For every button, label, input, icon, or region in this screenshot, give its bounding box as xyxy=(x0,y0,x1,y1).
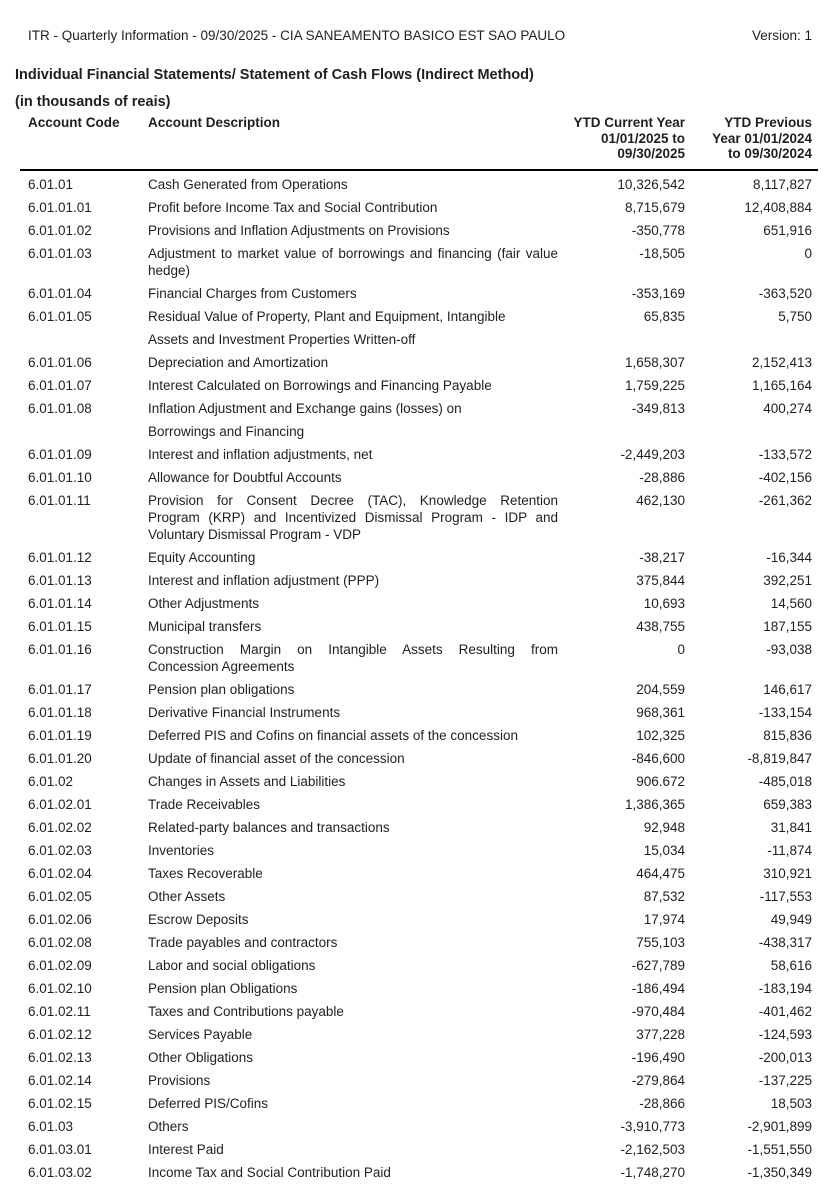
table-row xyxy=(20,569,818,592)
ytd-current-cell: 1,386,365 xyxy=(624,796,685,812)
account-code-cell: 6.01.01.04 xyxy=(28,285,92,301)
ytd-current-cell: 87,532 xyxy=(643,888,685,904)
column-header-account-code: Account Code xyxy=(20,115,148,170)
account-code-cell: 6.01.03 xyxy=(28,1118,74,1134)
table-row xyxy=(20,862,818,885)
account-description-cell xyxy=(148,1138,558,1161)
account-description-cell xyxy=(148,839,558,862)
table-row xyxy=(20,954,818,977)
account-description-cell xyxy=(148,170,558,196)
ytd-previous-cell: -137,225 xyxy=(758,1072,812,1088)
account-description-cell xyxy=(148,592,558,615)
description-line: Labor and social obligations xyxy=(148,957,316,973)
statement-title: Individual Financial Statements/ Statement of Cash Flows (Indirect Method) xyxy=(15,67,534,83)
ytd-previous-cell: -363,520 xyxy=(758,285,812,301)
description-line: Pension plan obligations xyxy=(148,681,295,697)
description-line: Services Payable xyxy=(148,1026,253,1042)
ytd-previous-cell: -401,462 xyxy=(758,1003,812,1019)
description-line: Interest Calculated on Borrowings and Financing Payable xyxy=(148,377,492,393)
description-line: Trade Receivables xyxy=(148,796,261,812)
account-description-cell xyxy=(148,638,558,678)
ytd-previous-line3: to 09/30/2024 xyxy=(727,146,812,161)
description-line: Inflation Adjustment and Exchange gains (losses) on xyxy=(148,400,462,416)
account-code-cell: 6.01.02.14 xyxy=(28,1072,92,1088)
report-header xyxy=(28,28,812,44)
table-row xyxy=(20,701,818,724)
ytd-current-cell: 755,103 xyxy=(636,934,685,950)
account-description-cell xyxy=(148,1023,558,1046)
ytd-current-cell: 15,034 xyxy=(643,842,685,858)
ytd-current-cell: -350,778 xyxy=(631,222,685,238)
account-code-cell: 6.01.02.08 xyxy=(28,934,92,950)
description-line: Depreciation and Amortization xyxy=(148,354,329,370)
report-version: Version: 1 xyxy=(751,28,812,43)
account-code-cell: 6.01.01.06 xyxy=(28,354,92,370)
description-line: Voluntary Dismissal Program - VDP xyxy=(148,526,362,542)
table-row xyxy=(20,793,818,816)
ytd-previous-cell: 18,503 xyxy=(770,1095,812,1111)
account-description-cell xyxy=(148,862,558,885)
account-code-cell: 6.01.02.13 xyxy=(28,1049,92,1065)
column-header-ytd-current xyxy=(558,115,685,170)
ytd-current-cell: 1,658,307 xyxy=(624,354,685,370)
table-row xyxy=(20,1046,818,1069)
table-row xyxy=(20,885,818,908)
ytd-previous-cell: -2,901,899 xyxy=(747,1118,812,1134)
account-description-cell xyxy=(148,242,558,282)
description-line: Derivative Financial Instruments xyxy=(148,704,341,720)
ytd-previous-line1: YTD Previous xyxy=(724,115,812,130)
account-description-cell xyxy=(148,374,558,397)
ytd-current-cell: -846,600 xyxy=(631,750,685,766)
ytd-previous-cell: 1,165,164 xyxy=(751,377,812,393)
cash-flow-table xyxy=(20,115,818,1184)
ytd-current-line2: 01/01/2025 to xyxy=(600,130,685,146)
ytd-previous-cell: -93,038 xyxy=(766,641,812,657)
description-line: Cash Generated from Operations xyxy=(148,176,348,192)
ytd-previous-cell: 659,383 xyxy=(763,796,812,812)
description-line: Changes in Assets and Liabilities xyxy=(148,773,346,789)
ytd-previous-cell: -133,154 xyxy=(758,704,812,720)
account-description-cell xyxy=(148,196,558,219)
account-code-cell: 6.01.01.12 xyxy=(28,549,92,565)
description-line: Pension plan Obligations xyxy=(148,980,298,996)
ytd-current-line1: YTD Current Year xyxy=(573,115,685,130)
description-line: Other Adjustments xyxy=(148,595,260,611)
column-header-account-description: Account Description xyxy=(148,115,558,170)
ytd-previous-cell: -261,362 xyxy=(758,492,812,508)
description-line: Deferred PIS and Cofins on financial assets of the concession xyxy=(148,727,518,743)
ytd-current-cell: 10,326,542 xyxy=(617,176,685,192)
table-row xyxy=(20,1023,818,1046)
ytd-current-cell: 204,559 xyxy=(636,681,685,697)
ytd-current-cell: 65,835 xyxy=(643,308,685,324)
ytd-previous-cell: 651,916 xyxy=(763,222,812,238)
ytd-previous-cell: -117,553 xyxy=(759,888,812,904)
ytd-previous-cell: 49,949 xyxy=(770,911,812,927)
account-description-cell xyxy=(148,1115,558,1138)
ytd-previous-cell: 14,560 xyxy=(770,595,812,611)
account-description-cell xyxy=(148,443,558,466)
ytd-previous-cell: -183,194 xyxy=(758,980,812,996)
table-header xyxy=(20,115,818,170)
table-row xyxy=(20,282,818,305)
ytd-previous-cell: 58,616 xyxy=(770,957,812,973)
account-code-cell: 6.01.03.02 xyxy=(28,1164,92,1180)
ytd-current-cell: 8,715,679 xyxy=(624,199,685,215)
ytd-current-cell: -353,169 xyxy=(631,285,685,301)
description-line: Provisions and Inflation Adjustments on Provisions xyxy=(148,222,450,238)
description-line: Taxes Recoverable xyxy=(148,865,263,881)
table-row xyxy=(20,592,818,615)
ytd-previous-cell: -402,156 xyxy=(758,469,812,485)
description-line: Others xyxy=(148,1118,189,1134)
table-row xyxy=(20,489,818,546)
account-description-cell xyxy=(148,219,558,242)
account-code-cell: 6.01.01.02 xyxy=(28,222,92,238)
ytd-previous-cell: -133,572 xyxy=(758,446,812,462)
account-code-cell: 6.01.01.15 xyxy=(28,618,92,634)
account-code-cell: 6.01.02.12 xyxy=(28,1026,92,1042)
ytd-previous-cell: -124,593 xyxy=(758,1026,812,1042)
account-code-cell: 6.01.01 xyxy=(28,176,74,192)
ytd-previous-cell: 400,274 xyxy=(763,400,812,416)
account-code-cell: 6.01.02.05 xyxy=(28,888,92,904)
column-header-ytd-previous xyxy=(685,115,818,170)
account-description-cell xyxy=(148,397,558,443)
ytd-current-cell: 0 xyxy=(677,641,685,657)
table-row xyxy=(20,1161,818,1184)
account-description-cell xyxy=(148,793,558,816)
account-code-cell: 6.01.01.18 xyxy=(28,704,92,720)
account-description-cell xyxy=(148,747,558,770)
account-code-cell: 6.01.02.04 xyxy=(28,865,92,881)
account-description-cell xyxy=(148,816,558,839)
description-continuation-line: Assets and Investment Properties Written-off xyxy=(148,331,416,347)
account-description-cell xyxy=(148,701,558,724)
account-code-cell: 6.01.02.09 xyxy=(28,957,92,973)
description-line: Income Tax and Social Contribution Paid xyxy=(148,1164,391,1180)
ytd-current-cell: -627,789 xyxy=(631,957,685,973)
ytd-current-cell: -970,484 xyxy=(631,1003,685,1019)
account-description-cell xyxy=(148,1092,558,1115)
account-code-cell: 6.01.02.11 xyxy=(28,1003,91,1019)
description-line: Interest Paid xyxy=(148,1141,224,1157)
description-line: Financial Charges from Customers xyxy=(148,285,357,301)
account-description-cell xyxy=(148,885,558,908)
table-row xyxy=(20,219,818,242)
account-description-cell xyxy=(148,954,558,977)
account-code-cell: 6.01.01.08 xyxy=(28,400,92,416)
account-description-cell xyxy=(148,546,558,569)
statement-unit-note: (in thousands of reais) xyxy=(15,94,171,110)
account-code-cell: 6.01.01.13 xyxy=(28,572,92,588)
ytd-current-cell: 968,361 xyxy=(636,704,685,720)
ytd-current-cell: 464,475 xyxy=(636,865,685,881)
ytd-current-cell: 438,755 xyxy=(636,618,685,634)
ytd-current-cell: -38,217 xyxy=(639,549,685,565)
ytd-previous-cell: -438,317 xyxy=(758,934,812,950)
account-description-cell xyxy=(148,466,558,489)
ytd-previous-cell: -200,013 xyxy=(758,1049,812,1065)
ytd-previous-cell: 187,155 xyxy=(763,618,812,634)
description-line: Profit before Income Tax and Social Contribution xyxy=(148,199,438,215)
ytd-previous-cell: 310,921 xyxy=(763,865,812,881)
description-line: Taxes and Contributions payable xyxy=(148,1003,344,1019)
ytd-current-cell: 102,325 xyxy=(636,727,685,743)
ytd-current-cell: -186,494 xyxy=(631,980,685,996)
table-body xyxy=(20,170,818,1184)
description-line: Adjustment to market value of borrowings and financing (fair value xyxy=(148,245,558,261)
description-line: Municipal transfers xyxy=(148,618,262,634)
report-title: ITR - Quarterly Information - 09/30/2025 - CIA SANEAMENTO BASICO EST SAO PAULO xyxy=(28,28,566,43)
account-description-cell xyxy=(148,1069,558,1092)
ytd-current-cell: 462,130 xyxy=(636,492,685,508)
table-row xyxy=(20,196,818,219)
description-line: Residual Value of Property, Plant and Equipment, Intangible xyxy=(148,308,506,324)
table-row xyxy=(20,638,818,678)
ytd-current-cell: 906.672 xyxy=(636,773,685,789)
table-row xyxy=(20,443,818,466)
description-line: Provisions xyxy=(148,1072,211,1088)
table-row xyxy=(20,546,818,569)
table-row xyxy=(20,1000,818,1023)
description-line: Interest and inflation adjustment (PPP) xyxy=(148,572,380,588)
description-line: Provision for Consent Decree (TAC), Knowledge Retention xyxy=(148,492,558,508)
account-code-cell: 6.01.02.03 xyxy=(28,842,92,858)
table-row xyxy=(20,397,818,443)
ytd-previous-cell: -1,551,550 xyxy=(747,1141,812,1157)
description-line: Program (KRP) and Incentivized Dismissal Program - IDP and xyxy=(148,509,558,525)
account-code-cell: 6.01.02.15 xyxy=(28,1095,92,1111)
description-line: hedge) xyxy=(148,262,191,278)
ytd-previous-cell: 8,117,827 xyxy=(752,176,812,192)
ytd-previous-line2: Year 01/01/2024 xyxy=(712,130,812,146)
account-code-cell: 6.01.01.07 xyxy=(28,377,92,393)
description-line: Update of financial asset of the concession xyxy=(148,750,405,766)
description-line: Allowance for Doubtful Accounts xyxy=(148,469,342,485)
account-description-cell xyxy=(148,770,558,793)
ytd-previous-cell: -11,874 xyxy=(767,842,812,858)
ytd-current-cell: -2,449,203 xyxy=(620,446,685,462)
table-row xyxy=(20,839,818,862)
account-description-cell xyxy=(148,615,558,638)
ytd-current-cell: -1,748,270 xyxy=(620,1164,685,1180)
ytd-current-cell: -18,505 xyxy=(639,245,685,261)
description-line: Escrow Deposits xyxy=(148,911,249,927)
account-description-cell xyxy=(148,908,558,931)
ytd-previous-cell: 815,836 xyxy=(763,727,812,743)
description-line: Deferred PIS/Cofins xyxy=(148,1095,269,1111)
ytd-current-cell: -279,864 xyxy=(631,1072,685,1088)
ytd-current-cell: -28,866 xyxy=(639,1095,685,1111)
ytd-current-cell: 17,974 xyxy=(643,911,685,927)
account-description-cell xyxy=(148,931,558,954)
description-line: Construction Margin on Intangible Assets Resulting from xyxy=(148,641,558,657)
account-description-cell xyxy=(148,977,558,1000)
account-code-cell: 6.01.01.10 xyxy=(28,469,92,485)
table-row xyxy=(20,747,818,770)
description-line: Interest and inflation adjustments, net xyxy=(148,446,373,462)
ytd-current-cell: -2,162,503 xyxy=(620,1141,685,1157)
account-description-cell xyxy=(148,1000,558,1023)
account-description-cell xyxy=(148,678,558,701)
table-row xyxy=(20,1092,818,1115)
account-code-cell: 6.01.02.01 xyxy=(28,796,92,812)
ytd-current-cell: 1,759,225 xyxy=(624,377,685,393)
account-description-cell xyxy=(148,724,558,747)
ytd-previous-cell: -485,018 xyxy=(758,773,812,789)
account-description-cell xyxy=(148,351,558,374)
description-line: Related-party balances and transactions xyxy=(148,819,390,835)
account-description-cell xyxy=(148,569,558,592)
ytd-previous-cell: -16,344 xyxy=(766,549,812,565)
table-row xyxy=(20,977,818,1000)
account-description-cell xyxy=(148,305,558,351)
table-row xyxy=(20,1069,818,1092)
account-code-cell: 6.01.01.03 xyxy=(28,245,92,261)
ytd-previous-cell: 5,750 xyxy=(778,308,812,324)
table-row xyxy=(20,1115,818,1138)
description-line: Inventories xyxy=(148,842,215,858)
table-row xyxy=(20,724,818,747)
table-row xyxy=(20,242,818,282)
account-code-cell: 6.01.01.11 xyxy=(28,492,91,508)
table-row xyxy=(20,1138,818,1161)
ytd-previous-cell: 146,617 xyxy=(763,681,812,697)
account-code-cell: 6.01.02.06 xyxy=(28,911,92,927)
account-code-cell: 6.01.01.16 xyxy=(28,641,92,657)
table-row xyxy=(20,908,818,931)
description-continuation-line: Borrowings and Financing xyxy=(148,423,305,439)
account-code-cell: 6.01.01.17 xyxy=(28,681,92,697)
ytd-previous-cell: 12,408,884 xyxy=(744,199,812,215)
account-code-cell: 6.01.01.19 xyxy=(28,727,92,743)
account-code-cell: 6.01.01.09 xyxy=(28,446,92,462)
table-row xyxy=(20,678,818,701)
ytd-previous-cell: 0 xyxy=(804,245,812,261)
account-description-cell xyxy=(148,282,558,305)
ytd-current-cell: -349,813 xyxy=(631,400,685,416)
ytd-previous-cell: -8,819,847 xyxy=(747,750,812,766)
account-description-cell xyxy=(148,489,558,546)
account-code-cell: 6.01.02.10 xyxy=(28,980,92,996)
table-row xyxy=(20,374,818,397)
account-code-cell: 6.01.02 xyxy=(28,773,74,789)
account-code-cell: 6.01.02.02 xyxy=(28,819,92,835)
description-line: Other Obligations xyxy=(148,1049,254,1065)
description-line: Trade payables and contractors xyxy=(148,934,338,950)
table-row xyxy=(20,615,818,638)
account-description-cell xyxy=(148,1161,558,1184)
description-line: Concession Agreements xyxy=(148,658,295,674)
ytd-previous-cell: -1,350,349 xyxy=(747,1164,812,1180)
account-code-cell: 6.01.01.01 xyxy=(28,199,92,215)
ytd-previous-cell: 31,841 xyxy=(770,819,812,835)
table-row xyxy=(20,170,818,196)
account-description-cell xyxy=(148,1046,558,1069)
table-row xyxy=(20,816,818,839)
description-line: Equity Accounting xyxy=(148,549,256,565)
ytd-previous-cell: 392,251 xyxy=(763,572,812,588)
description-line: Other Assets xyxy=(148,888,226,904)
account-code-cell: 6.01.01.14 xyxy=(28,595,92,611)
table-row xyxy=(20,770,818,793)
ytd-current-cell: 92,948 xyxy=(643,819,685,835)
ytd-current-cell: -28,886 xyxy=(639,469,685,485)
ytd-current-cell: 10,693 xyxy=(643,595,685,611)
ytd-current-cell: 375,844 xyxy=(636,572,685,588)
account-code-cell: 6.01.03.01 xyxy=(28,1141,92,1157)
table-row xyxy=(20,466,818,489)
table-row xyxy=(20,351,818,374)
ytd-previous-cell: 2,152,413 xyxy=(751,354,812,370)
ytd-current-cell: -3,910,773 xyxy=(620,1118,685,1134)
ytd-current-line3: 09/30/2025 xyxy=(617,146,685,161)
account-code-cell: 6.01.01.20 xyxy=(28,750,92,766)
account-code-cell: 6.01.01.05 xyxy=(28,308,92,324)
ytd-current-cell: -196,490 xyxy=(631,1049,685,1065)
table-row xyxy=(20,931,818,954)
ytd-current-cell: 377,228 xyxy=(636,1026,685,1042)
table-row xyxy=(20,305,818,351)
